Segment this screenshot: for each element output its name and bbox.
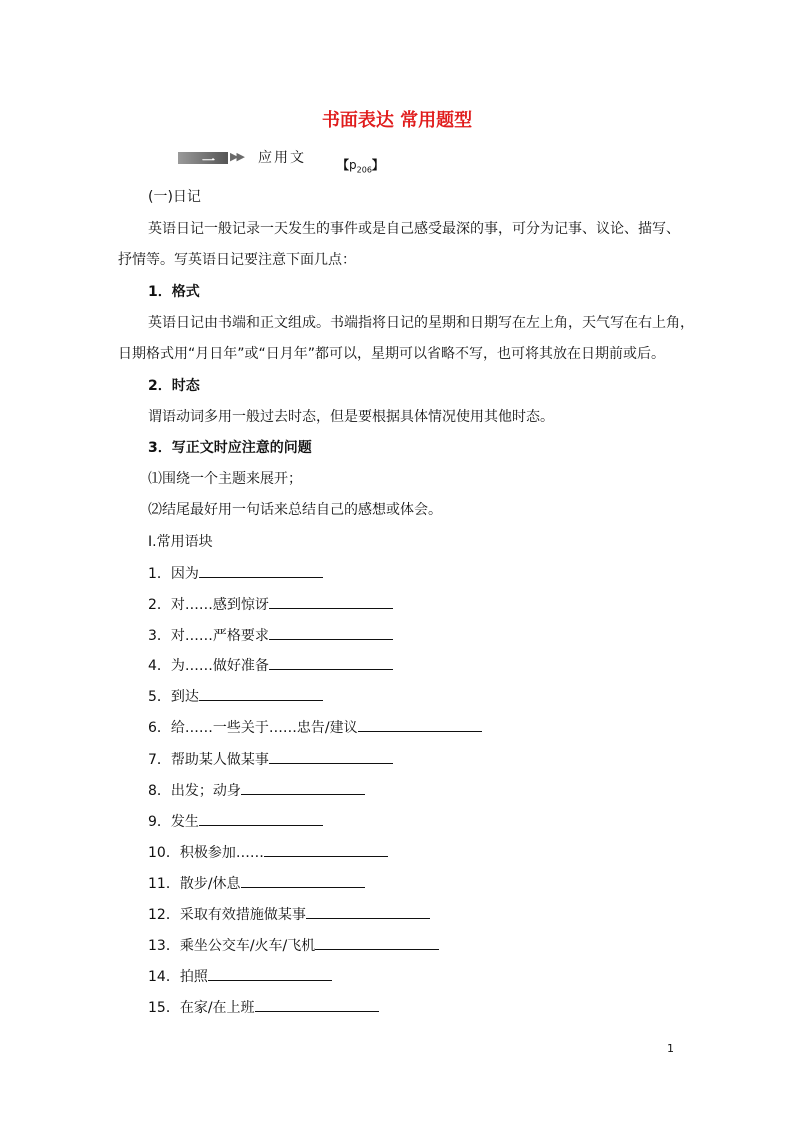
answer-blank[interactable] (199, 563, 323, 578)
heading-tense: 2．时态 (148, 378, 200, 394)
answer-blank[interactable] (264, 842, 388, 857)
phrase-item: 6．给……一些关于……忠告/建议 (148, 717, 482, 737)
page-reference-number: 206 (356, 165, 372, 175)
answer-blank[interactable] (199, 686, 323, 701)
document-title: 书面表达 常用题型 (321, 110, 473, 131)
answer-blank[interactable] (269, 655, 393, 670)
phrase-item: 2．对……感到惊讶 (148, 594, 393, 614)
page-reference-letter: p (349, 158, 357, 172)
section-banner (178, 150, 308, 169)
phrase-item: 8．出发；动身 (148, 780, 365, 800)
phrase-item: 14．拍照 (148, 966, 332, 986)
intro-line-2: 抒情等。写英语日记要注意下面几点： (118, 252, 356, 268)
phrases-heading: Ⅰ.常用语块 (148, 534, 213, 550)
phrase-item: 13．乘坐公交车/火车/飞机 (148, 935, 439, 955)
phrase-item: 12．采取有效措施做某事 (148, 904, 430, 924)
format-line-1: 英语日记由书端和正文组成。书端指将日记的星期和日期写在左上角，天气写在右上角， (148, 315, 694, 331)
phrase-item: 15．在家/在上班 (148, 997, 379, 1017)
heading-body-notes-text: 3．写正文时应注意的问题 (148, 440, 312, 456)
answer-blank[interactable] (269, 749, 393, 764)
answer-blank[interactable] (269, 594, 393, 609)
phrase-item: 11．散步/休息 (148, 873, 365, 893)
phrase-item: 1．因为 (148, 563, 323, 583)
note-1: ⑴围绕一个主题来展开； (148, 471, 302, 487)
section-label: 应用文 (258, 150, 306, 166)
heading-diary: (一)日记 (148, 189, 201, 205)
section-number: 一 (202, 154, 216, 169)
answer-blank[interactable] (241, 873, 365, 888)
page-number: 1 (667, 1042, 674, 1055)
format-line-2: 日期格式用“月日年”或“日月年”都可以，星期可以省略不写，也可将其放在日期前或后。 (118, 346, 666, 362)
phrase-item: 10．积极参加…… (148, 842, 388, 862)
heading-format: 1．格式 (148, 284, 200, 300)
phrase-item: 7．帮助某人做某事 (148, 749, 393, 769)
phrase-item: 5．到达 (148, 686, 323, 706)
answer-blank[interactable] (315, 935, 439, 950)
answer-blank[interactable] (208, 966, 332, 981)
answer-blank[interactable] (358, 717, 482, 732)
phrase-item: 4．为……做好准备 (148, 655, 393, 675)
intro-line-1: 英语日记一般记录一天发生的事件或是自己感受最深的事，可分为记事、议论、描写、 (148, 221, 680, 237)
answer-blank[interactable] (306, 904, 430, 919)
double-arrow-icon: ▶▶ (230, 150, 243, 163)
answer-blank[interactable] (199, 811, 323, 826)
answer-blank[interactable] (241, 780, 365, 795)
tense-line: 谓语动词多用一般过去时态，但是要根据具体情况使用其他时态。 (148, 409, 554, 425)
page-reference: 【$p_{206}$】 (337, 158, 384, 175)
phrase-item: 3．对……严格要求 (148, 625, 393, 645)
phrase-item: 9．发生 (148, 811, 323, 831)
section-banner-bar (178, 152, 228, 169)
heading-body-notes (148, 437, 312, 457)
answer-blank[interactable] (255, 997, 379, 1012)
note-2: ⑵结尾最好用一句话来总结自己的感想或体会。 (148, 502, 442, 518)
answer-blank[interactable] (269, 625, 393, 640)
